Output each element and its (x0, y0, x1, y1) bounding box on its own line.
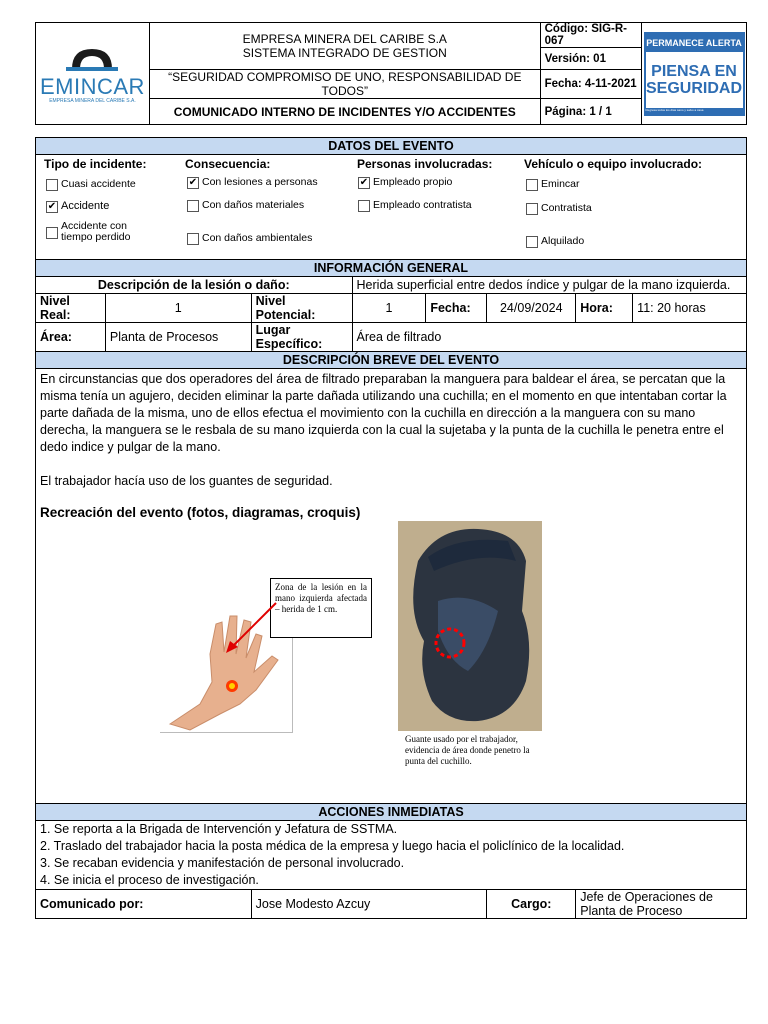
checkbox-alquilado[interactable] (526, 236, 584, 248)
checkbox-label: Accidente con tiempo perdido (61, 220, 131, 243)
list-item: 3. Se recaban evidencia y manifestación de personal involucrado. (40, 856, 405, 870)
comunicado-value: Jose Modesto Azcuy (251, 890, 487, 919)
incident-form (35, 137, 747, 919)
checkbox-box[interactable]: ✔ (359, 177, 369, 188)
checkbox-box[interactable] (46, 227, 58, 239)
checkbox-box[interactable] (358, 200, 370, 212)
system-name: SISTEMA INTEGRADO DE GESTION (242, 46, 447, 60)
recreation-figures (40, 521, 742, 801)
checkbox-emincar[interactable] (526, 179, 580, 191)
logo-subtext: EMPRESA MINERA DEL CARIBE S.A. (49, 98, 136, 104)
event-data-block (36, 155, 747, 260)
checkbox-box[interactable] (526, 203, 538, 215)
checkbox-label: Con daños ambientales (202, 232, 313, 244)
breve-section-title: DESCRIPCIÓN BREVE DEL EVENTO (36, 352, 747, 369)
company-logo (36, 23, 150, 125)
glove-image (398, 521, 542, 731)
safety-badge-cell (642, 23, 747, 125)
checkbox-box[interactable] (187, 233, 199, 245)
list-item: 2. Traslado del trabajador hacia la posta médica de la empresa y luego hacia el policlínico de la localidad. (40, 839, 625, 853)
fecha-label: Fecha: (426, 294, 487, 323)
hand-caption: Zona de la lesión en la mano izquierda afectada – herida de 1 cm. (270, 578, 372, 638)
acciones-section-title: ACCIONES INMEDIATAS (36, 804, 747, 821)
checkbox-danos-materiales[interactable] (187, 200, 304, 212)
doc-page: Página: 1 / 1 (540, 99, 641, 125)
checkbox-label: Empleado propio (373, 176, 453, 188)
checkbox-label: Con daños materiales (202, 199, 305, 211)
area-label: Área: (36, 323, 106, 352)
general-section-title: INFORMACIÓN GENERAL (36, 260, 747, 277)
event-description-paragraph: En circunstancias que dos operadores del área de filtrado preparaban la manguera para baldear el área, se percatan que la misma tenía un agujero, deciden eliminar la parte dañada utilizando una cuchilla; en el momento en que intentaban cortar la parte dañada de la misma, uno de ellos efectua el movimiento con la cuchilla en dirección a la manguera con su mano derecha, la manguera se le resbala de su mano izquierda con la cual la sujetaba y la punta de la cuchilla le penetra entre el dedo indice y pulgar de la mano. (40, 372, 727, 454)
personas-label: Personas involucradas: (357, 157, 493, 171)
checkbox-empleado-contratista[interactable] (358, 200, 472, 212)
badge-line-2: SEGURIDAD (645, 79, 742, 97)
checkbox-accidente[interactable] (46, 201, 109, 213)
motto: “SEGURIDAD COMPROMISO DE UNO, RESPONSABILIDAD DE TODOS” (149, 70, 540, 99)
checkbox-box[interactable] (187, 200, 199, 212)
checkbox-contratista[interactable] (526, 203, 592, 215)
area-value: Planta de Procesos (105, 323, 251, 352)
pointer-arrow-icon (220, 599, 280, 654)
injury-desc-value: Herida superficial entre dedos índice y pulgar de la mano izquierda. (352, 277, 746, 294)
nivel-real-label: Nivel Real: (36, 294, 106, 323)
badge-bottom: Regresa todos los días sano y salvo a casa (646, 108, 743, 114)
checkbox-danos-ambientales[interactable] (187, 233, 312, 245)
checkbox-label: Contratista (541, 202, 592, 214)
list-item: 1. Se reporta a la Brigada de Intervención y Jefatura de SSTMA. (40, 822, 398, 836)
document-header (35, 22, 747, 125)
hora-label: Hora: (576, 294, 633, 323)
lugar-label: Lugar Específico: (251, 323, 352, 352)
doc-code: Código: SIG-R-067 (540, 23, 641, 48)
doc-title: COMUNICADO INTERNO DE INCIDENTES Y/O ACCIDENTES (149, 99, 540, 125)
logo-text: EMINCAR (40, 74, 145, 99)
checkbox-label: Cuasi accidente (61, 178, 136, 190)
ppe-note: El trabajador hacía uso de los guantes de seguridad. (40, 474, 333, 488)
checkbox-box[interactable] (526, 179, 538, 191)
checkbox-box[interactable]: ✔ (47, 201, 57, 212)
helmet-logo-icon (62, 43, 122, 73)
badge-top: PERMANECE ALERTA (646, 34, 743, 52)
glove-caption: Guante usado por el trabajador, evidencia de área donde penetro la punta del cuchillo. (405, 734, 530, 766)
doc-version: Versión: 01 (540, 48, 641, 70)
nivel-potencial-value: 1 (352, 294, 426, 323)
checkbox-accidente-tiempo-perdido[interactable] (46, 221, 146, 243)
cargo-label: Cargo: (487, 890, 576, 919)
actions-list (36, 821, 747, 890)
event-section-title: DATOS DEL EVENTO (36, 138, 747, 155)
recreation-title: Recreación del evento (fotos, diagramas, croquis) (40, 505, 361, 520)
tipo-label: Tipo de incidente: (44, 157, 147, 171)
badge-main (646, 52, 743, 108)
company-name-cell (149, 23, 540, 70)
doc-date: Fecha: 4-11-2021 (540, 70, 641, 99)
checkbox-label: Accidente (61, 200, 110, 212)
vehiculo-label: Vehículo o equipo involucrado: (524, 157, 703, 171)
checkbox-cuasi-accidente[interactable] (46, 179, 136, 191)
comunicado-label: Comunicado por: (36, 890, 252, 919)
checkbox-label: Con lesiones a personas (202, 176, 318, 188)
checkbox-box[interactable] (526, 236, 538, 248)
nivel-real-value: 1 (105, 294, 251, 323)
checkbox-box[interactable] (46, 179, 58, 191)
event-description-block (36, 369, 747, 804)
safety-badge (644, 32, 745, 116)
glove-photo (398, 521, 542, 731)
list-item: 4. Se inicia el proceso de investigación. (40, 873, 259, 887)
checkbox-box[interactable]: ✔ (188, 177, 198, 188)
fecha-value: 24/09/2024 (487, 294, 576, 323)
checkbox-label: Emincar (541, 178, 580, 190)
checkbox-label: Empleado contratista (373, 199, 472, 211)
hora-value: 11: 20 horas (633, 294, 747, 323)
company-name: EMPRESA MINERA DEL CARIBE S.A (242, 32, 447, 46)
badge-line-1: PIENSA EN (651, 62, 737, 80)
checkbox-empleado-propio[interactable] (358, 177, 452, 189)
consecuencia-label: Consecuencia: (185, 157, 271, 171)
checkbox-lesiones-personas[interactable] (187, 177, 318, 189)
nivel-potencial-label: Nivel Potencial: (251, 294, 352, 323)
injury-desc-label: Descripción de la lesión o daño: (36, 277, 353, 294)
lugar-value: Área de filtrado (352, 323, 746, 352)
checkbox-label: Alquilado (541, 235, 585, 247)
cargo-value: Jefe de Operaciones de Planta de Proceso (576, 890, 747, 919)
